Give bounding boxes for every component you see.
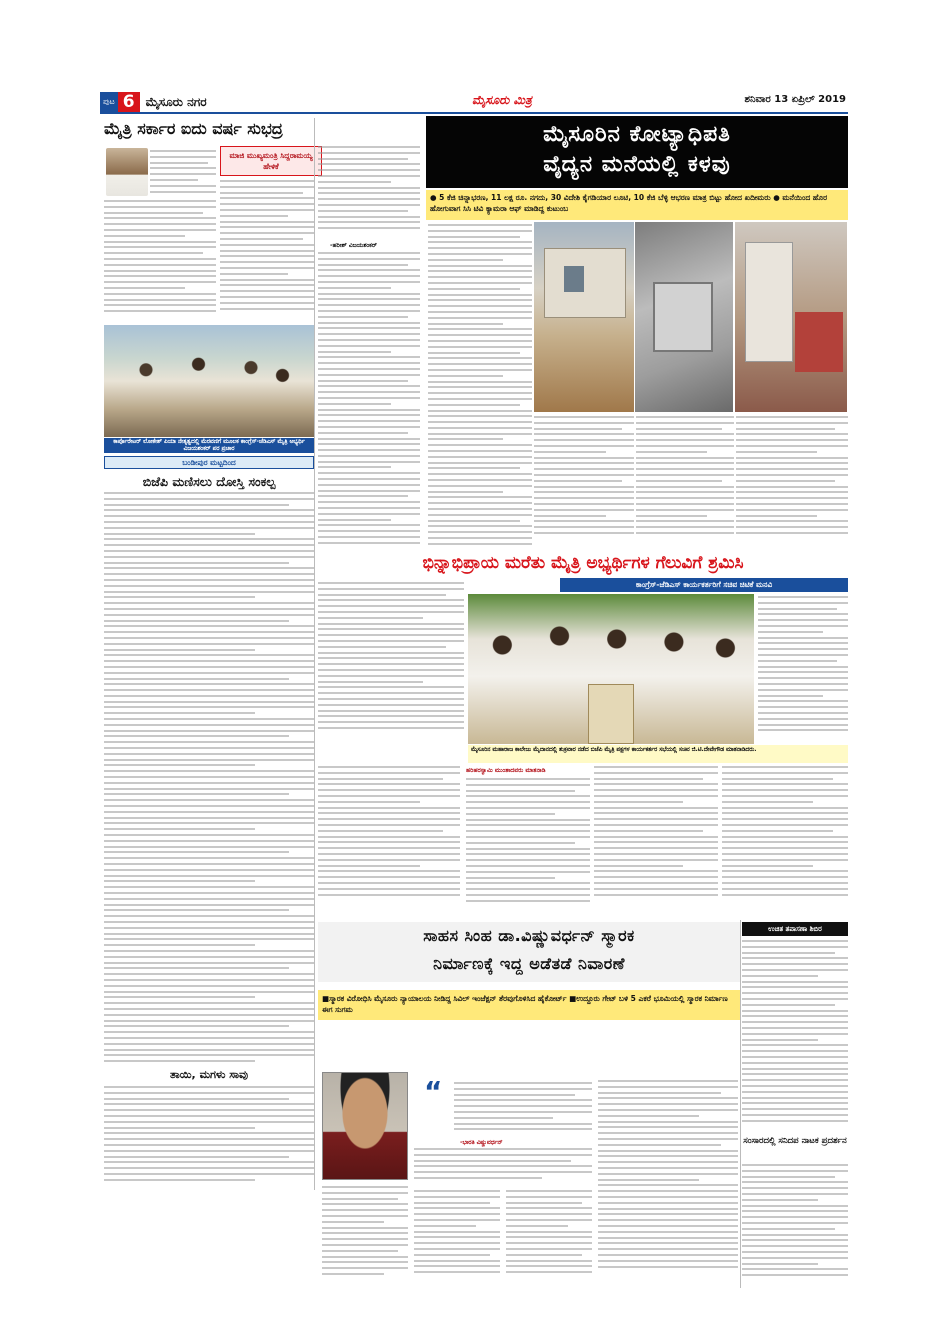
burglary-text-2	[534, 416, 634, 546]
mid-story-text-1	[318, 146, 420, 240]
safe-shape	[653, 282, 713, 352]
quote-text	[454, 1082, 592, 1138]
mid-story-signature: -ಹರೀಶ್ ವಿಜಯಶಂಕರ್	[330, 242, 377, 249]
vishnu-text-1	[414, 1148, 592, 1188]
burglary-headline-box	[426, 116, 848, 188]
minister-rally-caption: ಮೈಸೂರಿನ ಮಹಾರಾಜ ಕಾಲೇಜು ಮೈದಾನದಲ್ಲಿ ಶುಕ್ರವಾರ ನಡೆದ ಬಿಜೆಪಿ ಮೈತ್ರಿ ಪಕ್ಷಗಳ ಕಾರ್ಯಕರ್ತರ ಸಭೆಯಲ್ಲಿ ಸಚಿವ ಜಿ.ಟಿ.ದೇವೇಗೌಡ ಮಾತನಾಡಿದರು.	[468, 745, 848, 763]
mother-story-text	[104, 1086, 314, 1186]
column-divider-right	[740, 920, 741, 1288]
house-shape	[544, 248, 626, 318]
side-tag: ಬಂಡೀಪುರ ಮಟ್ಟದಿಂದ	[104, 456, 314, 469]
rally-photo	[104, 325, 314, 437]
house-window	[564, 266, 584, 292]
burglary-subheadline: ● 5 ಕೆಜಿ ಚಿನ್ನಾಭರಣ, 11 ಲಕ್ಷ ರೂ. ನಗದು, 30 ವಿದೇಶಿ ಕೈಗಡಿಯಾರ ಲೂಟಿ, 10 ಕೆಜಿ ಬೆಳ್ಳಿ ಆಭರಣ ಮಾತ್ರ ಬಿಟ್ಟು ಹೋದ ಖದೀಮರು ● ಮನೆಯಿಂದ ಹೊರ ಹೋಗುವಾಗ ಸಿಸಿ ಟಿವಿ ಕ್ಯಾಮರಾ ಆಫ್ ಮಾಡಿದ್ದ ಕುಟುಂಬ	[426, 190, 848, 220]
vishnuvardhan-photo	[322, 1072, 408, 1180]
cupboard-photo	[735, 222, 847, 412]
former-cm-tag: ಮಾಜಿ ಮುಖ್ಯಮಂತ್ರಿ ಸಿದ್ದರಾಮಯ್ಯ ಹೇಳಿಕೆ	[220, 146, 322, 176]
burglary-text-4	[736, 416, 848, 546]
burglary-text-3	[636, 416, 734, 546]
section-name: ಮೈಸೂರು ನಗರ	[145, 94, 207, 109]
page-label: ಪುಟ	[100, 92, 118, 112]
quote-mark: “	[424, 1075, 443, 1108]
rally-text-3	[318, 766, 460, 918]
podium-shape	[588, 684, 634, 744]
burglary-headline-line2: ವೈದ್ಯನ ಮನೆಯಲ್ಲಿ ಕಳವು	[543, 152, 731, 177]
rally-subhead: ಹರಿಹರಸ್ವಾಮಿ ಮುಂತಾದವರು ಮಾತನಾಡಿ	[466, 767, 546, 774]
vishnu-text-2	[322, 1186, 408, 1286]
cupboard-shape	[745, 242, 793, 362]
rally-text-5	[594, 766, 718, 918]
rally-text-4	[466, 778, 590, 918]
page-number-box	[100, 92, 207, 112]
column-divider	[314, 118, 315, 1190]
rally-photo-caption: ಕಾರ್ಪೊರೇಟರ್ ಲೋಕೇಶ್ ಪಿಯಾ ನೇತೃತ್ವದಲ್ಲಿ ಮೆರವಣಿಗೆ ಮೂಲಕ ಕಾಂಗ್ರೆಸ್-ಜೆಡಿಎಸ್ ಮೈತ್ರಿ ಅಭ್ಯರ್ಥಿ ವಿಜಯಶಂಕರ್ ಪರ ಪ್ರಚಾರ	[104, 438, 314, 453]
left-story-text-1	[150, 150, 216, 198]
health-camp-headline: ಉಚಿತ ತಪಾಸಣಾ ಶಿಬಿರ	[742, 922, 848, 936]
quote-signature: -ಭಾರತಿ ವಿಷ್ಣುವರ್ಧನ್	[460, 1140, 503, 1146]
house-photo	[534, 222, 634, 412]
drama-headline: ಸಂಸಾರದಲ್ಲಿ ಸನಿದಪ ನಾಟಕ ಪ್ರದರ್ಶನ	[743, 1136, 847, 1146]
minister-rally-photo	[468, 594, 754, 744]
rally-text-6	[722, 766, 848, 918]
rally-text-2	[758, 596, 848, 746]
burglary-text-1	[428, 224, 532, 546]
mid-story-text-2	[318, 252, 420, 544]
mother-daughter-headline: ತಾಯಿ, ಮಗಳು ಸಾವು	[170, 1068, 248, 1081]
vishnuvardhan-headline-box	[318, 922, 740, 982]
rally-subheadline: ಕಾಂಗ್ರೆಸ್-ಜೆಡಿಎಸ್ ಕಾರ್ಯಕರ್ತರಿಗೆ ಸಚಿವ ಚಿಟಿಕೆ ಮನವಿ	[560, 578, 848, 592]
left-story-text-3	[220, 180, 314, 322]
rally-headline: ಭಿನ್ನಾಭಿಪ್ರಾಯ ಮರೆತು ಮೈತ್ರಿ ಅಭ್ಯರ್ಥಿಗಳ ಗೆಲುವಿಗೆ ಶ್ರಮಿಸಿ	[422, 553, 744, 573]
bjp-headline: ಬಿಜೆಪಿ ಮಣಿಸಲು ದೋಸ್ತಿ ಸಂಕಲ್ಪ	[142, 474, 276, 489]
vishnuvardhan-subheadline: ■ಸ್ಮಾರಕ ವಿರೋಧಿಸಿ ಮೈಸೂರು ನ್ಯಾಯಾಲಯ ನೀಡಿದ್ದ ಸಿವಿಲ್ ಇಂಜೆಕ್ಷನ್ ತೆರವುಗೊಳಿಸಿದ ಹೈಕೋರ್ಟ್ ■ಉದ್ದೂರು ಗೇಟ್ ಬಳಿ 5 ಎಕರೆ ಭೂಮಿಯಲ್ಲಿ ಸ್ಮಾರಕ ನಿರ್ಮಾಣ ಈಗ ಸುಗಮ	[318, 990, 740, 1020]
health-camp-text	[742, 940, 848, 1132]
cloth-shape	[795, 312, 843, 372]
dateline: ಶನಿವಾರ 13 ಏಪ್ರಿಲ್ 2019	[744, 94, 846, 105]
paper-name: ಮೈಸೂರು ಮಿತ್ರ	[472, 93, 532, 107]
vishnu-text-3	[414, 1190, 500, 1286]
burglary-headline-line1: ಮೈಸೂರಿನ ಕೋಟ್ಯಾಧಿಪತಿ	[543, 122, 731, 147]
vishnu-text-5	[598, 1080, 738, 1286]
left-story-text-2	[104, 200, 216, 322]
former-cm-photo	[106, 148, 148, 196]
vishnuvardhan-headline-line1: ಸಾಹಸ ಸಿಂಹ ಡಾ.ವಿಷ್ಣುವರ್ಧನ್ ಸ್ಮಾರಕ	[423, 926, 635, 945]
vishnuvardhan-headline-line2: ನಿರ್ಮಾಣಕ್ಕೆ ಇದ್ದ ಅಡೆತಡೆ ನಿವಾರಣೆ	[433, 954, 625, 973]
drama-text	[742, 1164, 848, 1288]
masthead	[100, 92, 848, 114]
left-story-headline: ಮೈತ್ರಿ ಸರ್ಕಾರ ಐದು ವರ್ಷ ಸುಭದ್ರ	[104, 119, 283, 138]
vishnu-text-4	[506, 1190, 592, 1286]
page-number: 6	[118, 92, 140, 112]
rally-text-1	[318, 582, 464, 746]
bjp-story-text	[104, 492, 314, 1064]
safe-photo	[635, 222, 733, 412]
